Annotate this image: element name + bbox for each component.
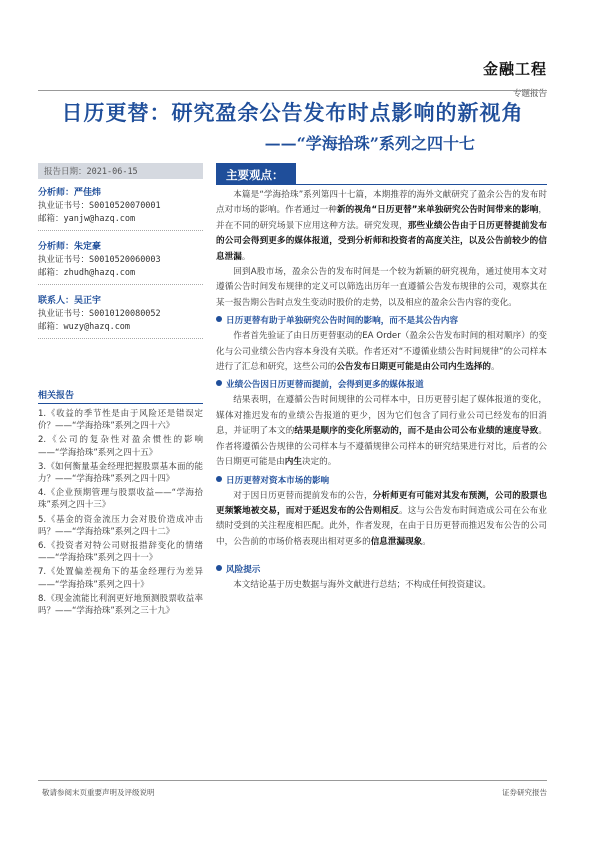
- email-line: [38, 321, 203, 334]
- page-subtitle: ——“学海拾珠”系列之四十七: [264, 134, 475, 153]
- section-heading: [216, 313, 547, 329]
- cert-number: S0010520060003: [89, 255, 161, 265]
- bold-run: 公告发布日期更可能是由公司内生选择的: [336, 362, 492, 373]
- cert-label: 执业证书号：: [38, 201, 90, 211]
- analyst-list: [38, 186, 203, 348]
- section-heading: [216, 377, 547, 393]
- section-title: 风险提示: [226, 565, 261, 576]
- section-paragraph: [216, 329, 547, 375]
- contact-role: 联系人：吴正宇: [38, 296, 102, 306]
- divider: [38, 230, 203, 231]
- cert-number: S0010120080052: [89, 309, 161, 319]
- email-link[interactable]: yanjw@hazq.com: [63, 214, 136, 224]
- bold-run: 那些业绩公告由于日历更替提前发布的公司会得到更多的媒体报道，受到分析师和投资者的高度关注，以及公告前较少的信息泄漏: [216, 220, 547, 262]
- related-item[interactable]: 5.《基金的资金流压力会对股价造成冲击吗？——“学海拾珠”系列之四十二》: [38, 514, 203, 537]
- bold-run: 分析师更有可能对其发布预测，公司的股票也更频繁地被交易，而对于延迟发布的公告则相反: [216, 490, 547, 516]
- text-run: ，并在不同的研究场景下应用这种方法。研究发现，: [216, 205, 547, 231]
- email-label: 邮箱：: [38, 268, 64, 278]
- email-line: [38, 267, 203, 280]
- contact-card: [38, 294, 203, 339]
- bullet-icon: [216, 565, 222, 571]
- divider: [38, 284, 203, 285]
- text-run: 。: [241, 251, 251, 262]
- bold-run: 信息泄漏现象: [370, 536, 423, 547]
- bullet-icon: [216, 316, 222, 322]
- email-link[interactable]: zhudh@hazq.com: [63, 268, 136, 278]
- bold-run: 内生: [284, 457, 302, 468]
- email-link[interactable]: wuzy@hazq.com: [63, 322, 131, 332]
- footer-divider: [38, 780, 547, 781]
- section-title: 日历更替有助于单独研究公告时间的影响，而不是其公告内容: [226, 316, 459, 327]
- text-run: 。作者将遵循公告规律的公司样本与不遵循规律公司样本的研究结果进行对比，后者的公告日期更可能是由: [216, 426, 547, 468]
- related-item[interactable]: 8.《现金流能比利润更好地预测股票收益率吗？——“学海拾珠”系列之三十九》: [38, 593, 203, 617]
- page-title: 日历更替：研究盈余公告发布时点影响的新视角: [61, 100, 524, 125]
- section-title: 日历更替对资本市场的影响: [226, 475, 330, 486]
- related-item[interactable]: 2.《公司的复杂性对盈余惯性的影响——“学海拾珠”系列之四十五》: [38, 435, 203, 458]
- brand-name: 金融工程: [482, 60, 547, 78]
- footer-label: 证券研究报告: [502, 788, 547, 797]
- related-item[interactable]: 6.《投资者对特公司财报措辞变化的情绪——“学海拾珠”系列之四十一》: [38, 541, 203, 564]
- header-brand-block: [483, 58, 547, 99]
- bold-run: 新的视角“日历更替”来单独研究公告时间带来的影响: [336, 205, 539, 216]
- text-run: 作者首先验证了由日历更替驱动的EA Order（盈余公告发布时间的相对顺序）的变化与公司业绩公告内容本身没有关联。作者还对“不遵循业绩公告时间规律”的公司样本进行了汇总和研究，这些公司的: [216, 331, 547, 373]
- analyst-card: [38, 186, 203, 231]
- text-run: 对于因日历更替而提前发布的公告，: [233, 490, 373, 501]
- bullet-icon: [216, 380, 222, 386]
- related-item[interactable]: 4.《企业预期管理与股票收益——“学海拾珠”系列之四十三》: [38, 488, 203, 511]
- related-item[interactable]: 1.《收益的季节性是由于风险还是错误定价？——“学海拾珠”系列之四十六》: [38, 409, 203, 432]
- text-run: 结果表明，在遵循公告时间规律的公司样本中，日历更替引起了媒体报道的变化，媒体对推迟发布的业绩公告报道的更少，因为它们包含了同行业公司已经发布的旧消息，并证明了本文的: [216, 395, 547, 437]
- main-content: [216, 188, 547, 594]
- bullet-icon: [216, 476, 222, 482]
- cert-label: 执业证书号：: [38, 255, 90, 265]
- related-item[interactable]: 3.《如何衡量基金经理把握股票基本面的能力？——“学海拾珠”系列之四十四》: [38, 461, 203, 485]
- divider: [38, 338, 203, 339]
- analyst-card: [38, 240, 203, 285]
- text-run: 。: [491, 362, 500, 373]
- main-divider: [216, 184, 547, 185]
- cert-line: [38, 308, 203, 321]
- bold-run: 结果是顺序的变化所驱动的，而不是由公司公布业绩的速度导致: [294, 426, 539, 437]
- section-heading: [216, 473, 547, 489]
- email-label: 邮箱：: [38, 322, 64, 332]
- intro-paragraph: [216, 188, 547, 265]
- risk-heading: [216, 562, 547, 578]
- related-item[interactable]: 7.《处置偏差视角下的基金经理行为差异——“学海拾珠”系列之四十》: [38, 567, 203, 590]
- email-line: [38, 213, 203, 226]
- cert-label: 执业证书号：: [38, 309, 90, 319]
- cert-line: [38, 200, 203, 213]
- related-heading: 相关报告: [38, 388, 203, 404]
- intro-paragraph: 回到A股市场，盈余公告的发布时间是一个较为新颖的研究视角，通过使用本文对遵循公告时间发布规律的定义可以筛选出历年一直遵循公告发布规律的公司，观察其在某一报告期公告时点发生变动时股价的走势，以及相应的盈余公告内容的变化。: [216, 267, 547, 308]
- top-divider: [38, 90, 547, 91]
- main-points-tag: 主要观点：: [216, 163, 296, 185]
- text-run: 本篇是“学海拾珠”系列第四十七篇，本期推荐的海外文献研究了盈余公告的发布时点对市场的影响。作者通过一种: [216, 190, 547, 216]
- email-label: 邮箱：: [38, 214, 64, 224]
- report-type: 专题报告: [512, 89, 547, 99]
- analyst-role: 分析师：朱定豪: [38, 242, 102, 252]
- cert-line: [38, 254, 203, 267]
- text-run: 。这与公告发布时间造成公司在公布业绩时受到的关注程度相匹配。此外，作者发现，在由于日历更替而推迟发布公告的公司中，公告前的市场价格表现出相对更多的: [216, 505, 547, 547]
- text-run: 。: [422, 536, 431, 547]
- text-run: 决定的。: [301, 457, 337, 468]
- analyst-role: 分析师：严佳炜: [38, 188, 102, 198]
- cert-number: S0010520070001: [89, 201, 161, 211]
- section-paragraph: [216, 393, 547, 470]
- report-date: 报告日期：2021-06-15: [38, 163, 203, 179]
- section-paragraph: [216, 489, 547, 551]
- section-title: 业绩公告因日历更替而提前，会得到更多的媒体报道: [226, 380, 424, 391]
- related-reports: [38, 388, 203, 619]
- footer-disclaimer: 敬请参阅末页重要声明及评级说明: [42, 788, 155, 797]
- risk-paragraph: 本文结论基于历史数据与海外文献进行总结；不构成任何投资建议。: [233, 580, 492, 591]
